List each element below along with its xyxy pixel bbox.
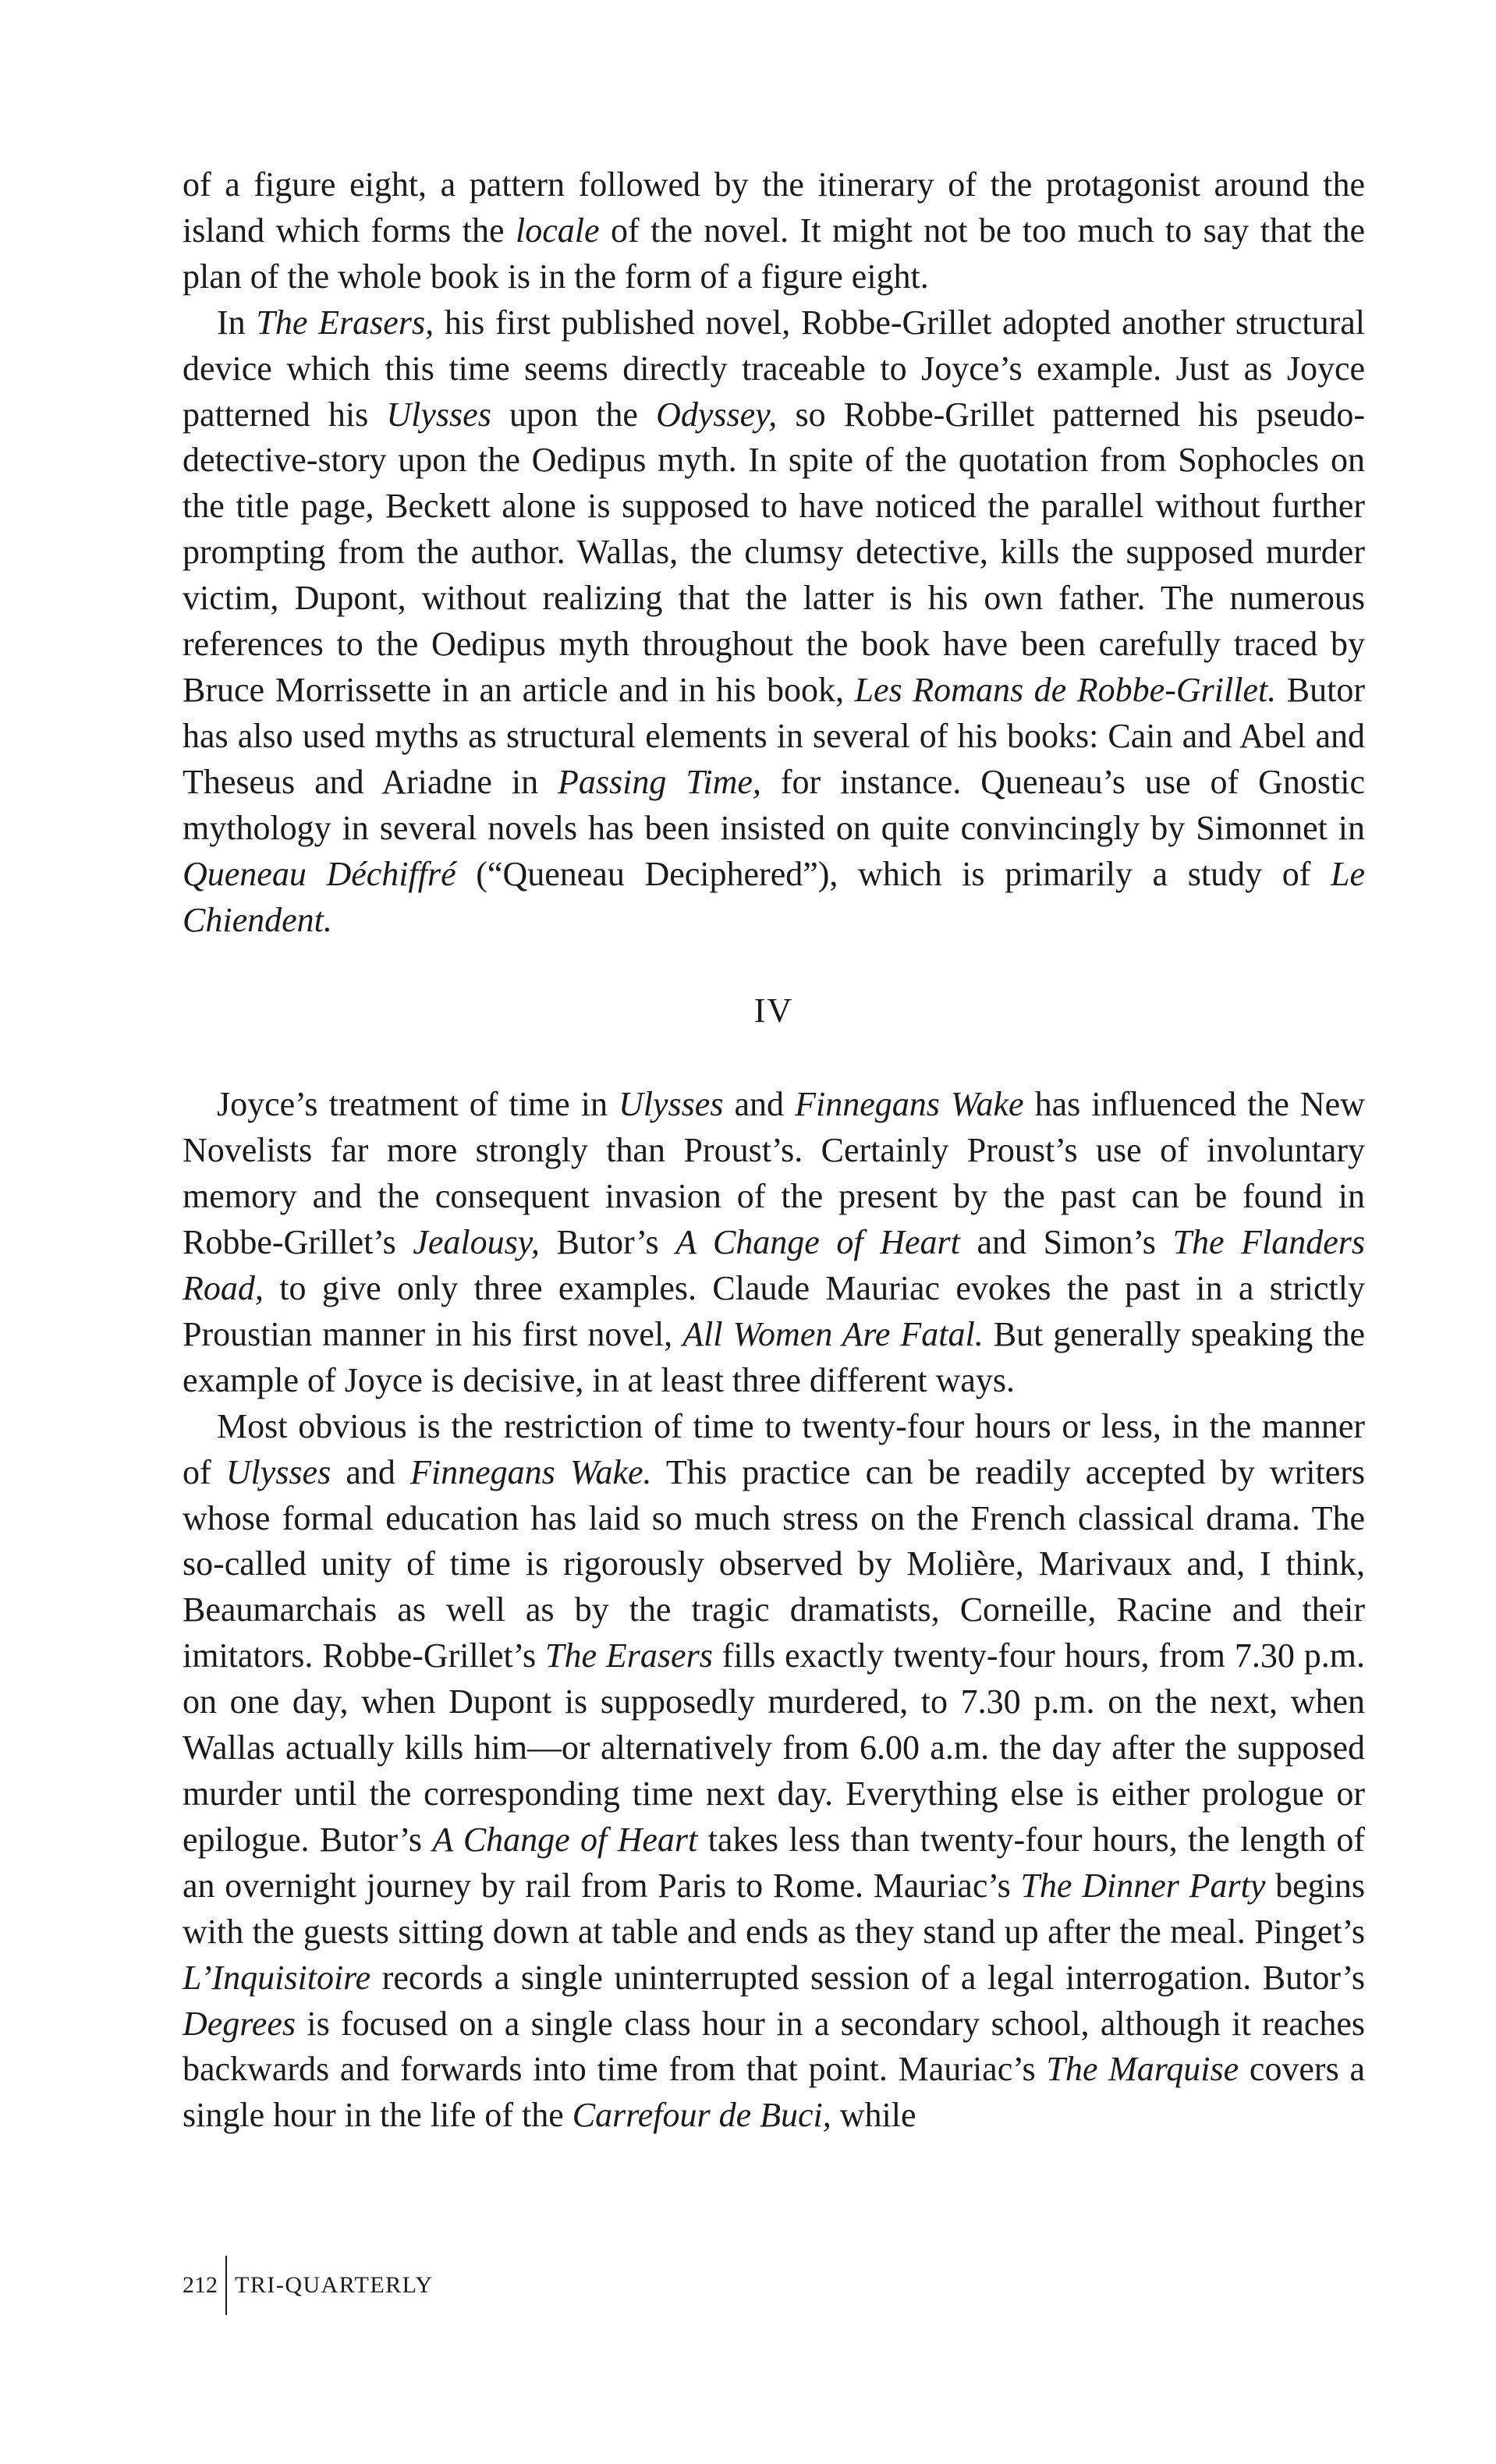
italic-text: locale [516, 211, 600, 250]
italic-text: Ulysses [619, 1085, 724, 1124]
italic-text: Le Chiendent. [183, 854, 1365, 939]
text-run: Butor has also used myths as structural elements in several of his books: Cain and Abel and Theseus and Ariadne in [183, 670, 1365, 801]
text-run: and [723, 1085, 796, 1124]
italic-text: Queneau Déchiffré [183, 854, 456, 893]
text-run: Joyce’s treatment of time in [217, 1085, 619, 1124]
text-run: and Simon’s [959, 1223, 1173, 1262]
section-heading: IV [753, 991, 794, 1030]
italic-text: The Erasers, [256, 303, 434, 342]
text-run: Most obvious is the restriction of time to twenty-four hours or less, in the manner of [183, 1406, 1365, 1491]
paragraphs-after [183, 1082, 1365, 2139]
text-run: takes less than twenty-four hours, the length of an overnight journey by rail from Paris to Rome. Mauriac’s [183, 1820, 1366, 1905]
text-run: to give only three examples. Claude Mauriac evokes the past in a strictly Proustian manner in his first novel, [183, 1269, 1365, 1353]
italic-text: The Erasers [545, 1636, 713, 1675]
paragraphs-before [183, 162, 1365, 943]
italic-text: Passing Time, [558, 762, 761, 801]
text-run: fills exactly twenty-four hours, from 7.30 p.m. on one day, when Dupont is supposedly murdered, to 7.30 p.m. on the next, when Wallas actually kills him—or alternatively from 6.00 a.m. the day after the supposed murder until the corresponding time next day. Everything else is either prologue or epilogue. Butor’s [183, 1636, 1365, 1859]
italic-text: A Change of Heart [675, 1223, 960, 1262]
text-run: and [331, 1452, 410, 1491]
italic-text: Odyssey, [656, 395, 778, 434]
text-run: for instance. Queneau’s use of Gnostic mythology in several novels has been insisted on quite convincingly by Simonnet in [183, 762, 1366, 847]
text-run: begins with the guests sitting down at table and ends as they stand up after the meal. Pinget’s [183, 1866, 1365, 1951]
italic-text: All Women Are Fatal. [682, 1314, 984, 1353]
italic-text: Finnegans Wake. [410, 1452, 652, 1491]
page-number: 212 [183, 2272, 218, 2298]
text-run: of a figure eight, a pattern followed by the itinerary of the protagonist around the island which forms the [183, 165, 1365, 250]
body-paragraph [183, 300, 1365, 944]
italic-text: Degrees [183, 2004, 296, 2043]
text-run: This practice can be readily accepted by writers whose formal education has laid so much stress on the French classical drama. The so-called unity of time is rigorously observed by Molière, Marivaux and, I think, Beaumarchais as well as by the tragic dramatists, Corneille, Racine and their imitators. Robbe-Grillet’s [183, 1452, 1366, 1675]
italic-text: L’Inquisitoire [183, 1958, 371, 1997]
text-run: so Robbe-Grillet patterned his pseudo-detective-story upon the Oedipus myth. In spite of the quotation from Sophocles on the title page, Beckett alone is supposed to have noticed the parallel without further prompting from the author. Wallas, the clumsy detective, kills the supposed murder victim, Dupont, without realizing that the latter is his own father. The numerous references to the Oedipus myth throughout the book have been carefully traced by Bruce Morrissette in an article and in his book, [183, 395, 1365, 709]
text-run: records a single uninterrupted session of a legal interrogation. Butor’s [370, 1958, 1365, 1997]
text-run: upon the [491, 395, 657, 434]
italic-text: Ulysses [386, 395, 491, 434]
body-paragraph [183, 1404, 1365, 2140]
text-run: is focused on a single class hour in a secondary school, although it reaches backwards and forwards into time from that point. Mauriac’s [183, 2004, 1365, 2089]
footer-divider [225, 2256, 227, 2315]
page-footer [183, 2256, 434, 2315]
journal-title: TRI-QUARTERLY [235, 2272, 434, 2298]
italic-text: Les Romans de Robbe-Grillet. [854, 670, 1277, 709]
italic-text: The Flanders Road, [183, 1223, 1365, 1308]
italic-text: Jealousy, [413, 1223, 540, 1262]
text-run: Butor’s [539, 1223, 676, 1262]
italic-text: A Change of Heart [432, 1820, 698, 1859]
page-body [183, 162, 1365, 2139]
text-run: covers a single hour in the life of the [183, 2050, 1365, 2135]
body-paragraph [183, 1082, 1365, 1403]
text-run: But generally speaking the example of Joyce is decisive, in at least three different ways. [183, 1314, 1366, 1399]
text-run: (“Queneau Deciphered”), which is primarily a study of [456, 854, 1331, 893]
text-run: has influenced the New Novelists far more strongly than Proust’s. Certainly Proust’s use of involuntary memory and the consequent invasion of the present by the past can be found in Robbe-Grillet’s [183, 1085, 1365, 1262]
text-run: of the novel. It might not be too much to say that the plan of the whole book is in the form of a figure eight. [183, 211, 1365, 296]
text-run: In [217, 303, 257, 342]
italic-text: Carrefour de Buci, [572, 2096, 831, 2135]
italic-text: Finnegans Wake [795, 1085, 1024, 1124]
italic-text: Ulysses [225, 1452, 331, 1491]
italic-text: The Dinner Party [1020, 1866, 1266, 1905]
body-paragraph [183, 162, 1365, 300]
italic-text: The Marquise [1046, 2050, 1239, 2089]
text-run: while [831, 2096, 916, 2135]
text-run: his first published novel, Robbe-Grillet adopted another structural device which this time seems directly traceable to Joyce’s example. Just as Joyce patterned his [183, 303, 1366, 434]
